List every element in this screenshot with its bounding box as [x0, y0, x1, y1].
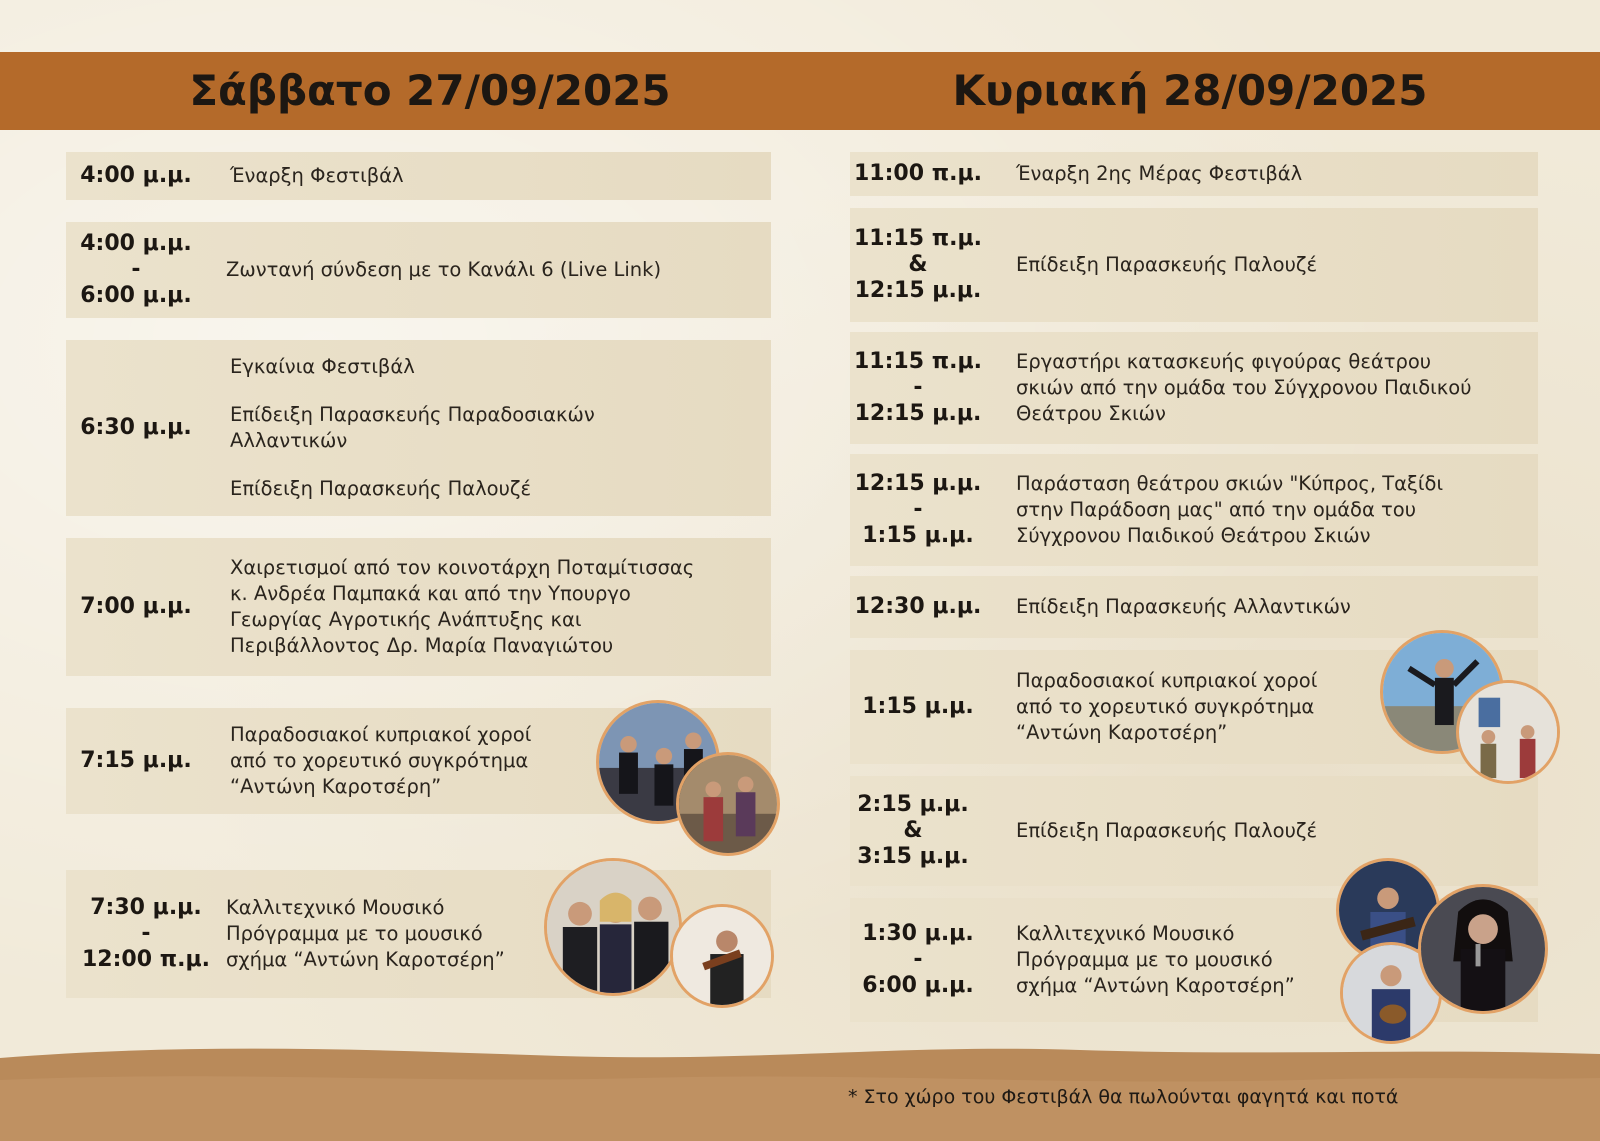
desc-line: Χαιρετισμοί από τον κοινοτάρχη Ποταμίτισσας — [230, 556, 695, 579]
event-time — [850, 650, 986, 764]
desc-line: Πρόγραμμα με το μουσικό — [1016, 948, 1273, 971]
desc-line: Έναρξη 2ης Μέρας Φεστιβάλ — [1016, 162, 1303, 185]
schedule-row — [850, 208, 1538, 322]
time-line: 12:15 μ.μ. — [854, 471, 982, 496]
desc-line: Παράσταση θεάτρου σκιών "Κύπρος, Ταξίδι — [1016, 472, 1444, 495]
event-description — [230, 152, 404, 200]
schedule-row — [66, 340, 771, 516]
time-line: 6:00 μ.μ. — [862, 973, 974, 998]
time-line: - — [913, 947, 923, 972]
desc-line: Θεάτρου Σκιών — [1016, 402, 1166, 425]
time-line: 12:30 μ.μ. — [854, 594, 982, 619]
violinist-photo — [670, 904, 774, 1008]
event-description — [230, 340, 595, 516]
event-time — [850, 898, 986, 1022]
dancers-photo — [1456, 680, 1560, 784]
desc-line: Παραδοσιακοί κυπριακοί χοροί — [1016, 669, 1318, 692]
time-line: 4:00 μ.μ. — [80, 163, 192, 188]
time-line: 2:15 μ.μ. — [857, 792, 969, 817]
dancers-photo — [676, 752, 780, 856]
desc-line: Εγκαίνια Φεστιβάλ — [230, 355, 415, 378]
desc-line: “Αντώνη Καροτσέρη” — [230, 775, 442, 798]
time-line: 7:15 μ.μ. — [80, 748, 192, 773]
schedule-row — [850, 776, 1538, 886]
event-time — [66, 870, 226, 998]
event-time — [66, 340, 206, 516]
event-description — [1016, 650, 1317, 764]
time-line: 6:30 μ.μ. — [80, 415, 192, 440]
desc-line: Επίδειξη Παρασκευής Παλουζέ — [1016, 253, 1318, 276]
event-description — [1016, 898, 1295, 1022]
schedule-row — [66, 152, 771, 200]
time-line: - — [141, 921, 151, 946]
time-line: - — [913, 497, 923, 522]
event-description — [1016, 152, 1302, 196]
desc-line: κ. Ανδρέα Παμπακά και από την Υπουργο — [230, 582, 631, 605]
time-line: 6:00 μ.μ. — [80, 283, 192, 308]
singer-photo — [1418, 884, 1548, 1014]
event-description — [1016, 776, 1317, 886]
schedule-row — [850, 152, 1538, 196]
time-line: - — [131, 257, 141, 282]
desc-line: Έναρξη Φεστιβάλ — [230, 164, 404, 187]
desc-line: σχήμα “Αντώνη Καροτσέρη” — [226, 948, 505, 971]
desc-line: Παραδοσιακοί κυπριακοί χοροί — [230, 723, 532, 746]
time-line: 12:00 π.μ. — [82, 947, 210, 972]
desc-line: Πρόγραμμα με το μουσικό — [226, 922, 483, 945]
event-description — [1016, 208, 1317, 322]
schedule-row — [850, 454, 1538, 566]
desc-line: Αλλαντικών — [230, 429, 348, 452]
event-description — [1016, 454, 1443, 566]
event-description — [1016, 576, 1351, 638]
footnote: * Στο χώρο του Φεστιβάλ θα πωλούνται φαγητά και ποτά — [848, 1086, 1399, 1108]
schedule-row — [66, 222, 771, 318]
event-time — [66, 538, 206, 676]
time-line: 1:15 μ.μ. — [862, 523, 974, 548]
schedule-row — [850, 576, 1538, 638]
desc-line: σχήμα “Αντώνη Καροτσέρη” — [1016, 974, 1295, 997]
time-line: 11:00 π.μ. — [854, 161, 982, 186]
saturday-title: Σάββατο 27/09/2025 — [189, 66, 671, 115]
desc-line: Επίδειξη Παρασκευής Παλουζέ — [230, 477, 532, 500]
desc-line: από το χορευτικό συγκρότημα — [1016, 695, 1315, 718]
time-line: - — [913, 375, 923, 400]
time-line: 7:00 μ.μ. — [80, 594, 192, 619]
event-description — [1016, 332, 1471, 444]
event-time — [850, 208, 986, 322]
event-description — [226, 870, 505, 998]
time-line: 11:15 π.μ. — [854, 349, 982, 374]
sunday-title: Κυριακή 28/09/2025 — [952, 66, 1428, 115]
event-description — [230, 538, 694, 676]
desc-line: Ζωντανή σύνδεση με το Κανάλι 6 (Live Link) — [226, 258, 662, 281]
time-line: 12:15 μ.μ. — [854, 278, 982, 303]
time-line: 12:15 μ.μ. — [854, 401, 982, 426]
desc-line: Σύγχρονου Παιδικού Θεάτρου Σκιών — [1016, 524, 1371, 547]
desc-line: Καλλιτεχνικό Μουσικό — [226, 896, 445, 919]
schedule-row — [850, 332, 1538, 444]
desc-line: Επίδειξη Παρασκευής Παλουζέ — [1016, 819, 1318, 842]
time-line: & — [908, 252, 928, 277]
event-time — [66, 708, 206, 814]
desc-line: Γεωργίας Αγροτικής Ανάπτυξης και — [230, 608, 582, 631]
time-line: 7:30 μ.μ. — [90, 895, 202, 920]
time-line: & — [903, 818, 923, 843]
time-line: 3:15 μ.μ. — [857, 844, 969, 869]
time-line: 1:15 μ.μ. — [862, 694, 974, 719]
event-time — [66, 222, 206, 318]
desc-line: Περιβάλλοντος Δρ. Μαρία Παναγιώτου — [230, 634, 614, 657]
time-line: 11:15 π.μ. — [854, 226, 982, 251]
time-line: 4:00 μ.μ. — [80, 231, 192, 256]
event-time — [850, 454, 986, 566]
desc-line: στην Παράδοση μας" από την ομάδα του — [1016, 498, 1416, 521]
event-description — [230, 708, 531, 814]
time-line: 1:30 μ.μ. — [862, 921, 974, 946]
event-time — [850, 152, 986, 196]
musicians-photo — [544, 858, 682, 996]
desc-line: από το χορευτικό συγκρότημα — [230, 749, 529, 772]
event-time — [850, 576, 986, 638]
desc-line: Καλλιτεχνικό Μουσικό — [1016, 922, 1235, 945]
desc-line: “Αντώνη Καροτσέρη” — [1016, 721, 1228, 744]
schedule-row — [66, 538, 771, 676]
event-description — [226, 222, 661, 318]
event-time — [850, 776, 976, 886]
desc-line: σκιών από την ομάδα του Σύγχρονου Παιδικού — [1016, 376, 1472, 399]
desc-line: Επίδειξη Παρασκευής Αλλαντικών — [1016, 595, 1351, 618]
desc-line: Εργαστήρι κατασκευής φιγούρας θεάτρου — [1016, 350, 1432, 373]
event-time — [850, 332, 986, 444]
desc-line: Επίδειξη Παρασκευής Παραδοσιακών — [230, 403, 595, 426]
event-time — [66, 152, 206, 200]
